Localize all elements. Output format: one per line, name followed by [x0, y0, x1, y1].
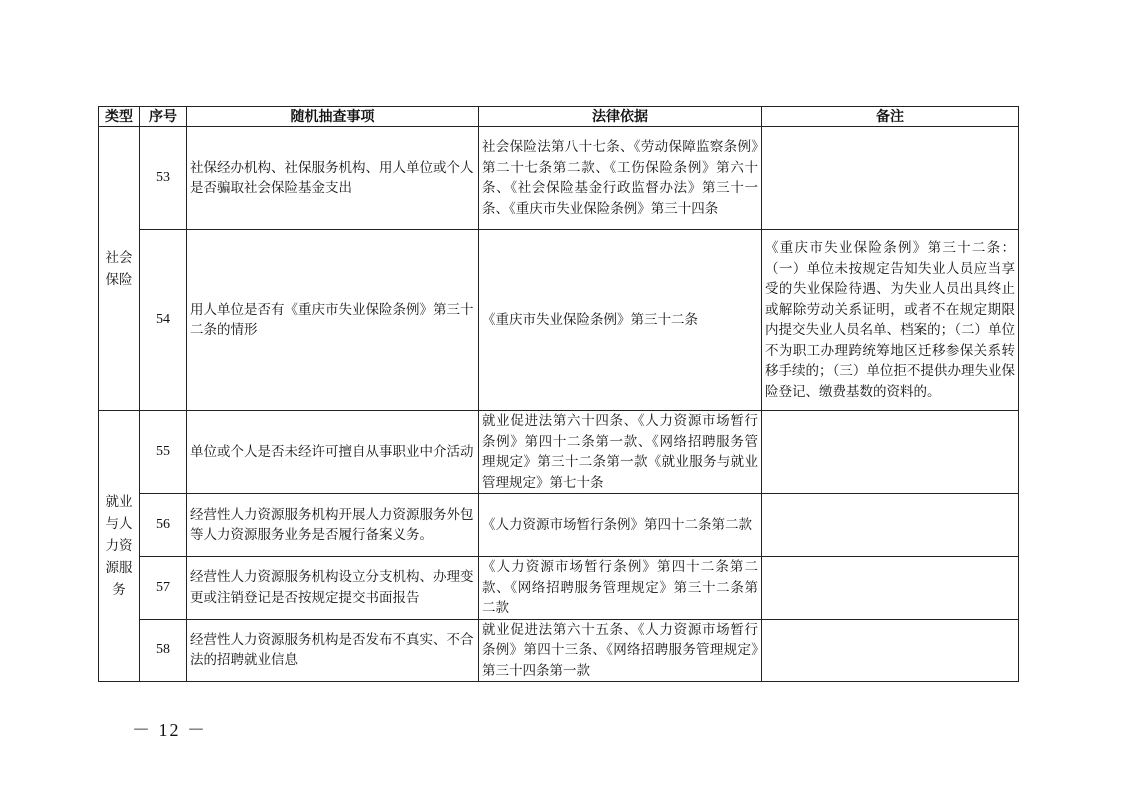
row-number: 58: [140, 619, 187, 682]
header-type: 类型: [99, 107, 140, 127]
page-number: － 12 －: [132, 720, 207, 740]
remarks: [762, 127, 1019, 230]
legal-basis: 《重庆市失业保险条例》第三十二条: [479, 230, 762, 411]
remarks: [762, 411, 1019, 494]
inspection-item: 经营性人力资源服务机构设立分支机构、办理变更或注销登记是否按规定提交书面报告: [187, 557, 479, 620]
legal-basis: 就业促进法第六十五条、《人力资源市场暂行条例》第四十三条、《网络招聘服务管理规定》第三十四条第一款: [479, 619, 762, 682]
inspection-item: 单位或个人是否未经许可擅自从事职业中介活动: [187, 411, 479, 494]
table-row: [99, 494, 1019, 557]
regulation-table-container: [98, 106, 1018, 682]
legal-basis: 就业促进法第六十四条、《人力资源市场暂行条例》第四十二条第一款、《网络招聘服务管理规定》第三十二条第一款《就业服务与就业管理规定》第七十条: [479, 411, 762, 494]
category-employment-hr-services: [99, 411, 140, 682]
header-remarks: 备注: [762, 107, 1019, 127]
header-legal-basis: 法律依据: [479, 107, 762, 127]
table-row: [99, 411, 1019, 494]
table-header-row: [99, 107, 1019, 127]
category-line: 力资: [105, 538, 133, 554]
category-social-insurance: [99, 127, 140, 411]
category-line: 社会: [105, 249, 133, 266]
inspection-item: 用人单位是否有《重庆市失业保险条例》第三十二条的情形: [187, 230, 479, 411]
remarks: [762, 494, 1019, 557]
category-line: 保险: [105, 271, 133, 288]
category-line: 务: [112, 582, 126, 598]
remarks: [762, 557, 1019, 620]
row-number: 53: [140, 127, 187, 230]
remarks: 《重庆市失业保险条例》第三十二条：（一）单位未按规定告知失业人员应当享受的失业保险待遇、为失业人员出具终止或解除劳动关系证明，或者不在规定期限内提交失业人员名单、档案的；（二）单位不为职工办理跨统筹地区迁移参保关系转移手续的；（三）单位拒不提供办理失业保险登记、缴费基数的资料的。: [762, 230, 1019, 411]
row-number: 56: [140, 494, 187, 557]
row-number: 55: [140, 411, 187, 494]
header-item: 随机抽查事项: [187, 107, 479, 127]
inspection-item: 经营性人力资源服务机构是否发布不真实、不合法的招聘就业信息: [187, 619, 479, 682]
inspection-items-table: [98, 106, 1019, 682]
row-number: 54: [140, 230, 187, 411]
legal-basis: 《人力资源市场暂行条例》第四十二条第二款: [479, 494, 762, 557]
table-row: [99, 230, 1019, 411]
row-number: 57: [140, 557, 187, 620]
inspection-item: 经营性人力资源服务机构开展人力资源服务外包等人力资源服务业务是否履行备案义务。: [187, 494, 479, 557]
category-line: 就业: [105, 494, 133, 510]
category-line: 与人: [105, 516, 133, 532]
legal-basis: 《人力资源市场暂行条例》第四十二条第二款、《网络招聘服务管理规定》第三十二条第二款: [479, 557, 762, 620]
header-number: 序号: [140, 107, 187, 127]
legal-basis: 社会保险法第八十七条、《劳动保障监察条例》第二十七条第二款、《工伤保险条例》第六十条、《社会保险基金行政监督办法》第三十一条、《重庆市失业保险条例》第三十四条: [479, 127, 762, 230]
category-line: 源服: [105, 560, 133, 576]
table-row: [99, 557, 1019, 620]
table-row: [99, 127, 1019, 230]
inspection-item: 社保经办机构、社保服务机构、用人单位或个人是否骗取社会保险基金支出: [187, 127, 479, 230]
table-row: [99, 619, 1019, 682]
remarks: [762, 619, 1019, 682]
